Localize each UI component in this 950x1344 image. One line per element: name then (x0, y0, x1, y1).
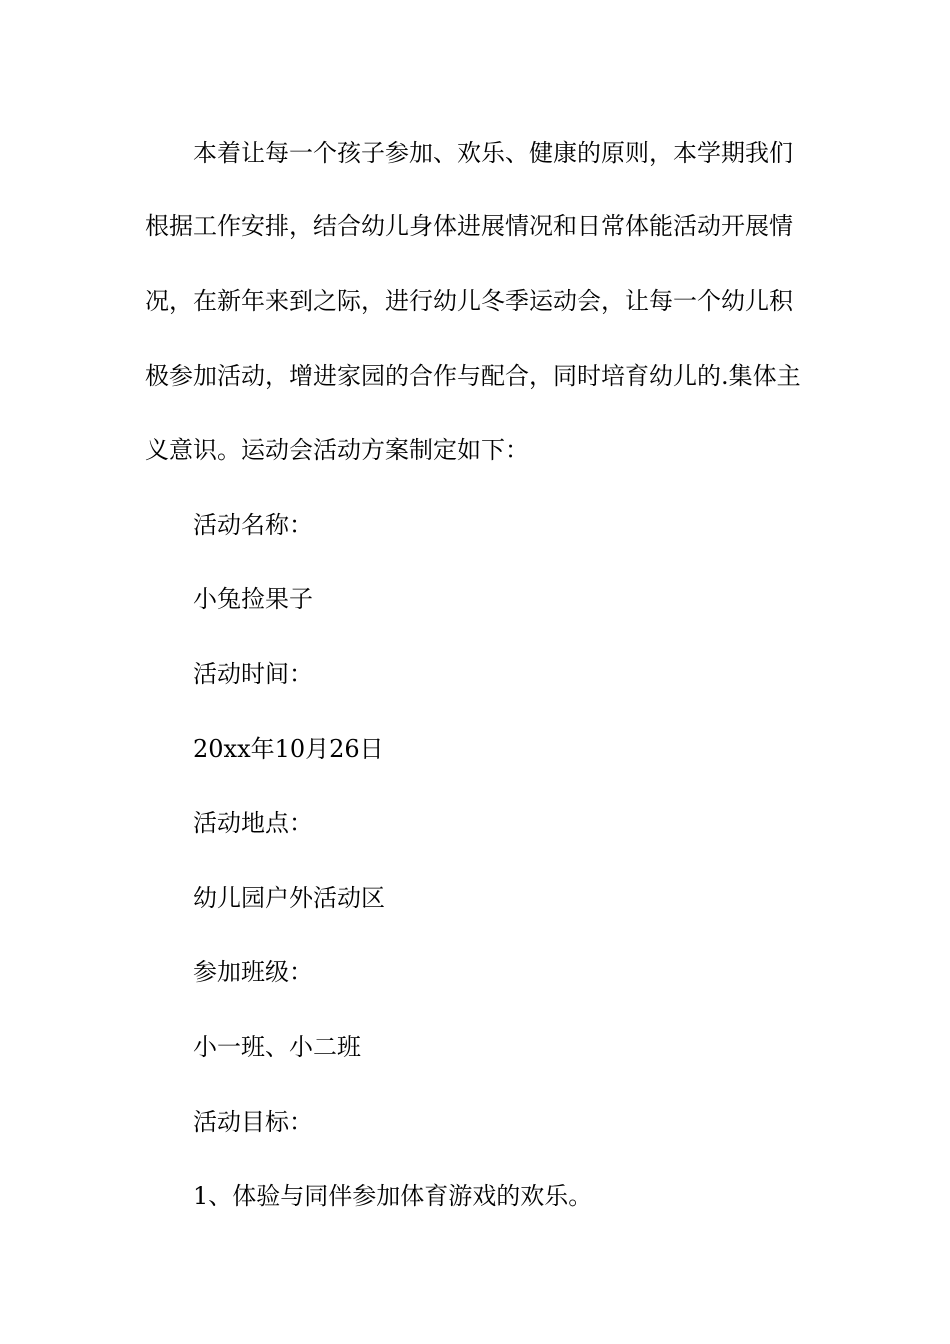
activity-location-value: 幼儿园户外活动区 (193, 884, 385, 912)
participating-classes-value: 小一班、小二班 (193, 1033, 361, 1061)
participating-classes-label: 参加班级： (193, 958, 313, 986)
activity-goals-label: 活动目标： (193, 1108, 313, 1136)
intro-paragraph-line-5: 义意识。运动会活动方案制定如下： (145, 436, 529, 464)
intro-paragraph-line-2: 根据工作安排，结合幼儿身体进展情况和日常体能活动开展情 (145, 212, 793, 240)
intro-paragraph-line-4: 极参加活动，增进家园的合作与配合，同时培育幼儿的.集体主 (145, 362, 801, 390)
activity-time-value: 20xx年10月26日 (193, 735, 384, 763)
activity-time-label: 活动时间： (193, 660, 313, 688)
activity-goal-item-1: 1、体验与同伴参加体育游戏的欢乐。 (193, 1182, 593, 1210)
activity-name-value: 小兔捡果子 (193, 585, 313, 613)
intro-paragraph-line-3: 况，在新年来到之际，进行幼儿冬季运动会，让每一个幼儿积 (145, 287, 793, 315)
intro-paragraph-line-1: 本着让每一个孩子参加、欢乐、健康的原则，本学期我们 (193, 139, 793, 167)
activity-location-label: 活动地点： (193, 809, 313, 837)
activity-name-label: 活动名称： (193, 511, 313, 539)
